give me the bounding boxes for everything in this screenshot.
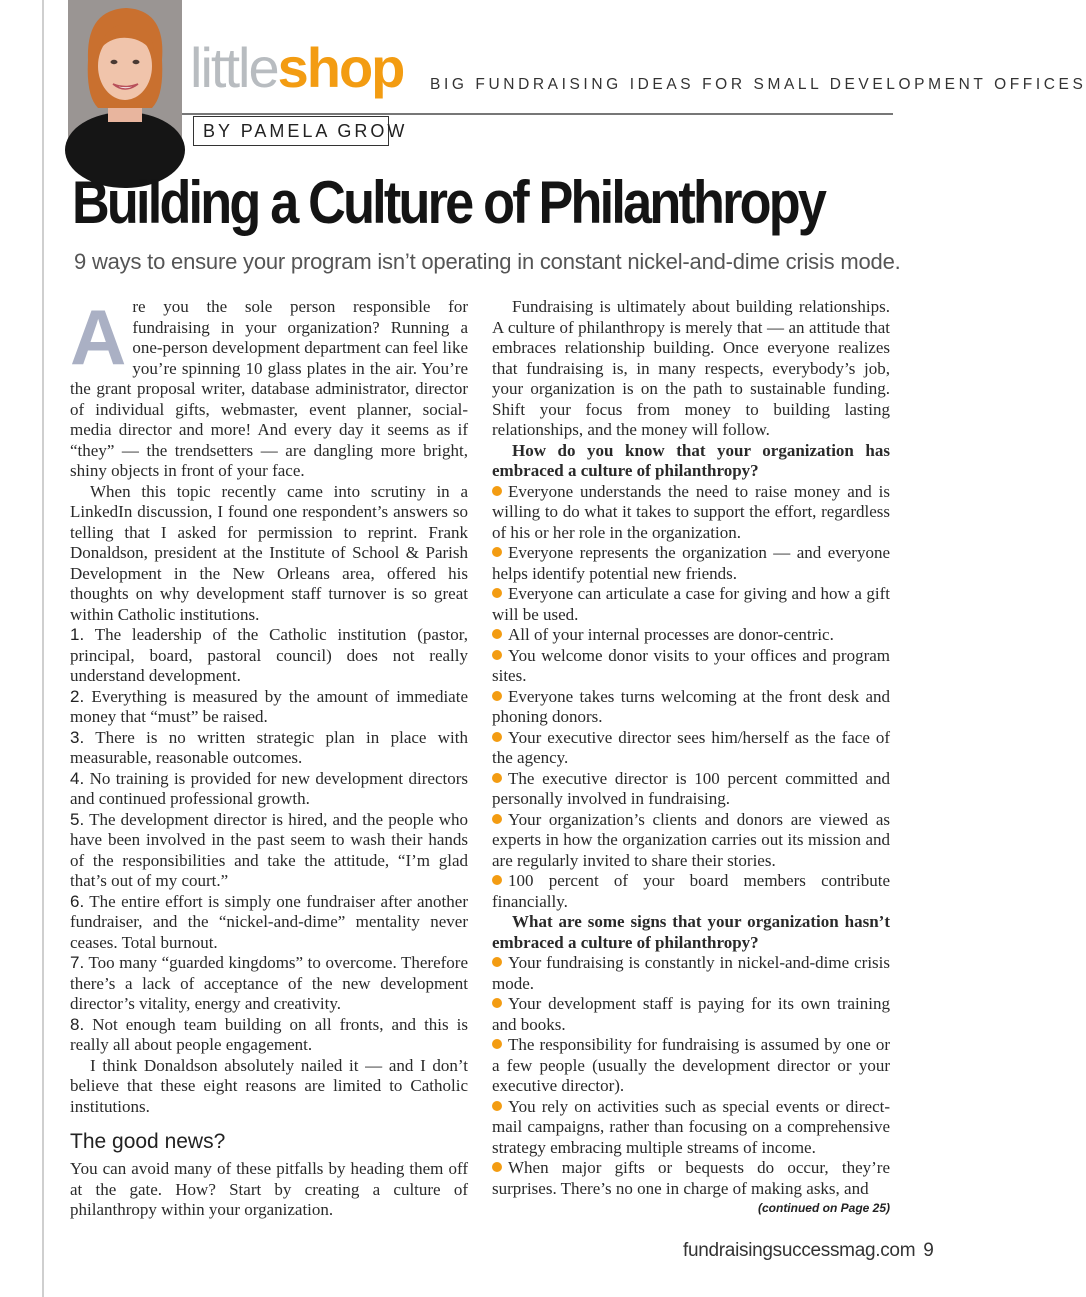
orange-bullet-icon bbox=[492, 732, 502, 742]
orange-bullet-icon bbox=[492, 650, 502, 660]
numbered-item: 2. Everything is measured by the amount of immediate money that “must” be raised. bbox=[70, 686, 468, 726]
numbered-item: 8. Not enough team building on all fronts, and this is really all about people engagement. bbox=[70, 1014, 469, 1054]
logo-little: little bbox=[190, 36, 278, 99]
question-heading-1: How do you know that your organization has embraced a culture of philanthropy? bbox=[492, 440, 890, 480]
footer-website: fundraisingsuccessmag.com bbox=[683, 1240, 916, 1261]
intro-text: re you the sole person responsible for fundraising in your organization? Running a one-person development department can feel like you’re spinning 10 glass plates in the air. You’re the grant proposal writer, database administrator, director of individual gifts, webmaster, event planner, social-media director and more! And every day it seems as if “they” — the trendsetters — are dangling more bright, shiny objects in front of your face. bbox=[70, 297, 468, 480]
good-news-paragraph: You can avoid many of these pitfalls by heading them off at the gate. How? Start by creating a culture of philanthropy within your organization. bbox=[70, 1159, 468, 1219]
orange-bullet-icon bbox=[492, 773, 502, 783]
right-paragraph-1: Fundraising is ultimately about building relationships. A culture of philanthropy is merely that — an attitude that embraces relationship building. Once everyone realizes that fundraising is, in many respects, everybody’s job, your organization is on the path to sustainable funding. Shift your focus from money to building lasting relationships, and the money will follow. bbox=[492, 297, 890, 439]
header-rule bbox=[182, 113, 893, 115]
right-column bbox=[492, 297, 890, 1199]
orange-bullet-icon bbox=[492, 1101, 502, 1111]
numbered-item: 7. Too many “guarded kingdoms” to overcome. Therefore there’s a lack of acceptance of the new development director’s vitality, energy and creativity. bbox=[70, 953, 468, 1013]
numbered-item: 5. The development director is hired, and the people who have been involved in the past seem to wash their hands of the responsibilities and take the attitude, “I’m glad that’s out of my court.” bbox=[70, 809, 468, 890]
intro-paragraph bbox=[70, 293, 468, 482]
byline: BY PAMELA GROW bbox=[193, 116, 389, 146]
orange-bullet-icon bbox=[492, 957, 502, 967]
column-tagline: BIG FUNDRAISING IDEAS FOR SMALL DEVELOPMENT OFFICES bbox=[430, 76, 1086, 93]
bullet-item: Everyone understands the need to raise money and is willing to do what it takes to support the effort, regardless of his or her role in the organization. bbox=[492, 481, 890, 542]
author-photo bbox=[68, 0, 182, 147]
bullet-item: Your executive director sees him/herself as the face of the agency. bbox=[492, 727, 890, 767]
orange-bullet-icon bbox=[492, 691, 502, 701]
page-footer bbox=[683, 1240, 934, 1262]
bullet-item: Your development staff is paying for its own training and books. bbox=[492, 994, 890, 1034]
bullet-item: When major gifts or bequests do occur, they’re surprises. There’s no one in charge of making asks, and bbox=[492, 1158, 890, 1198]
left-column bbox=[70, 293, 469, 1221]
orange-bullet-icon bbox=[492, 814, 502, 824]
numbered-item: 3. There is no written strategic plan in place with measurable, reasonable outcomes. bbox=[70, 727, 468, 767]
bullet-item: The responsibility for fundraising is assumed by one or a few people (usually the development director or your executive director). bbox=[492, 1035, 890, 1095]
article-title: Building a Culture of Philanthropy bbox=[72, 169, 825, 236]
author-portrait-image bbox=[68, 0, 182, 147]
paragraph-3: I think Donaldson absolutely nailed it — and I don’t believe that these eight reasons are limited to Catholic institutions. bbox=[70, 1055, 468, 1116]
bullet-item: Everyone can articulate a case for giving and how a gift will be used. bbox=[492, 584, 890, 624]
numbered-item: 6. The entire effort is simply one fundraiser after another fundraiser, and the “nickel-and-dime” mentality never ceases. Total burnout. bbox=[70, 891, 468, 952]
paragraph-2: When this topic recently came into scrutiny in a LinkedIn discussion, I found one respondent’s answers so telling that I asked for permission to reprint. Frank Donaldson, president at the Institute of School & Parish Development in the New Orleans area, offered his thoughts on why development staff turnover is so great within Catholic institutions. bbox=[70, 481, 468, 624]
bullet-item: Everyone takes turns welcoming at the front desk and phoning donors. bbox=[492, 686, 890, 726]
bullet-item: Your organization’s clients and donors are viewed as experts in how the organization carries out its mission and are regularly invited to share their stories. bbox=[492, 809, 890, 870]
bullet-item: Your fundraising is constantly in nickel-and-dime crisis mode. bbox=[492, 953, 890, 993]
numbered-item: 4. No training is provided for new development directors and continued professional growth. bbox=[70, 768, 468, 808]
question-heading-2: What are some signs that your organization hasn’t embraced a culture of philanthropy? bbox=[492, 912, 890, 952]
bullet-item: All of your internal processes are donor-centric. bbox=[492, 625, 890, 646]
numbered-item: 1. The leadership of the Catholic institution (pastor, principal, board, pastoral council) does not really understand development. bbox=[70, 625, 468, 685]
bullet-item: You welcome donor visits to your offices and program sites. bbox=[492, 645, 890, 685]
logo-shop: shop bbox=[277, 36, 404, 99]
bullet-item: 100 percent of your board members contribute financially. bbox=[492, 871, 890, 911]
column-logo bbox=[190, 36, 404, 99]
orange-bullet-icon bbox=[492, 486, 502, 496]
orange-bullet-icon bbox=[492, 588, 502, 598]
orange-bullet-icon bbox=[492, 998, 502, 1008]
orange-bullet-icon bbox=[492, 1162, 502, 1172]
page-number: 9 bbox=[923, 1240, 934, 1261]
drop-cap: A bbox=[70, 293, 127, 381]
page-gutter-rule bbox=[42, 0, 44, 1297]
continued-note: (continued on Page 25) bbox=[757, 1201, 890, 1215]
orange-bullet-icon bbox=[492, 1039, 502, 1049]
orange-bullet-icon bbox=[492, 547, 502, 557]
good-news-heading: The good news? bbox=[70, 1130, 226, 1153]
bullet-item: The executive director is 100 percent committed and personally involved in fundraising. bbox=[492, 768, 890, 808]
orange-bullet-icon bbox=[492, 875, 502, 885]
article-subtitle: 9 ways to ensure your program isn’t operating in constant nickel-and-dime crisis mode. bbox=[74, 249, 901, 274]
bullet-item: You rely on activities such as special events or direct-mail campaigns, rather than focusing on a comprehensive strategy embracing multiple streams of income. bbox=[492, 1096, 890, 1157]
bullet-item: Everyone represents the organization — and everyone helps identify potential new friends. bbox=[492, 543, 890, 583]
orange-bullet-icon bbox=[492, 629, 502, 639]
